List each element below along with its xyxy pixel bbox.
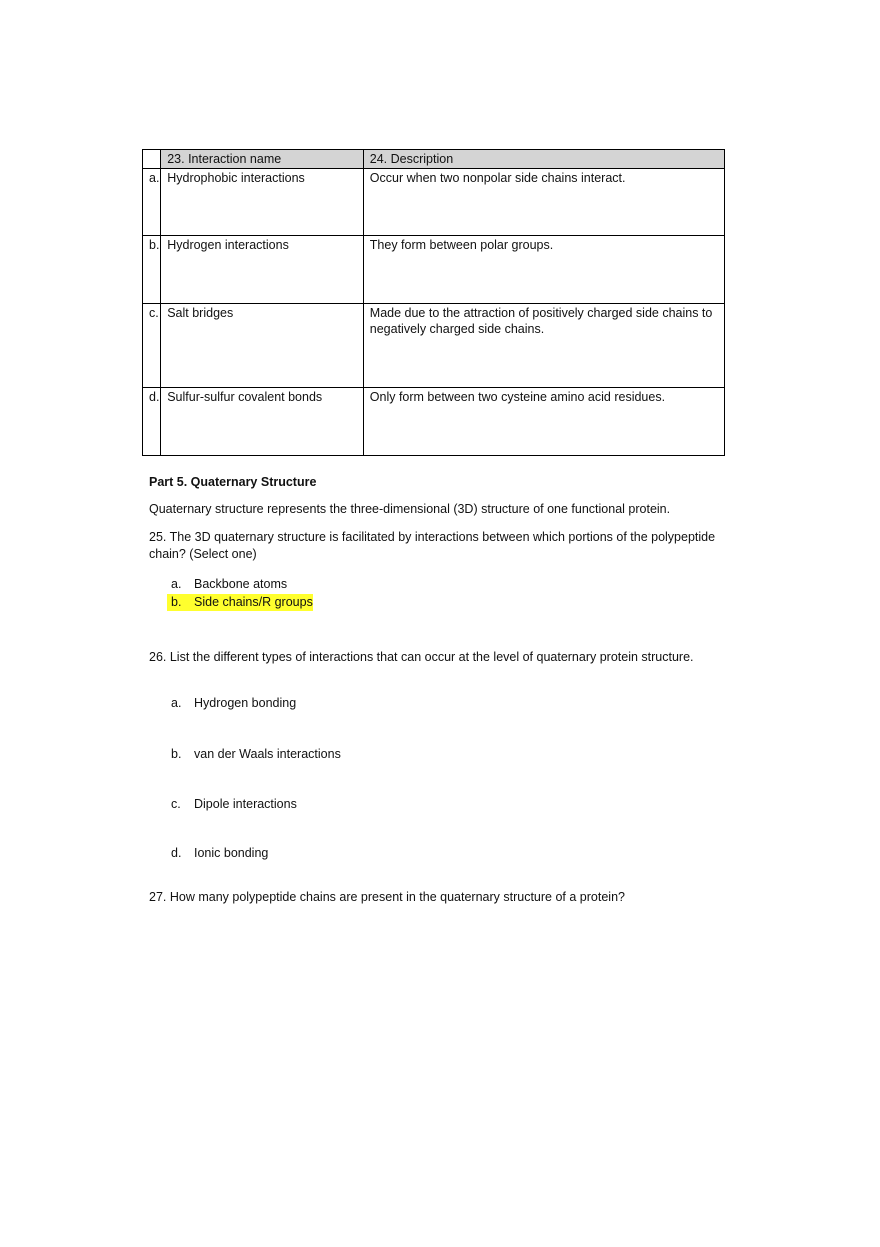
row-interaction-name: Sulfur-sulfur covalent bonds bbox=[161, 388, 364, 456]
part5-intro: Quaternary structure represents the three-dimensional (3D) structure of one functional protein. bbox=[149, 502, 671, 516]
table-row bbox=[143, 236, 725, 304]
row-description: Occur when two nonpolar side chains interact. bbox=[363, 169, 724, 236]
table-row bbox=[143, 388, 725, 456]
answer-letter: c. bbox=[171, 797, 181, 811]
table-header-interaction-name: 23. Interaction name bbox=[161, 150, 364, 169]
row-interaction-name: Hydrogen interactions bbox=[161, 236, 364, 304]
answer-letter: b. bbox=[171, 747, 182, 761]
row-interaction-name: Hydrophobic interactions bbox=[161, 169, 364, 236]
row-letter: d. bbox=[143, 388, 161, 456]
option-letter: a. bbox=[171, 577, 182, 591]
option-letter: b. bbox=[167, 594, 194, 611]
option-text-highlighted: Side chains/R groups bbox=[194, 595, 313, 609]
answer-text: Dipole interactions bbox=[194, 797, 297, 811]
answer-text: Hydrogen bonding bbox=[194, 696, 297, 710]
q25-question: 25. The 3D quaternary structure is facilitated by interactions between which portions of the polypeptide chain? (Select one) bbox=[149, 530, 716, 561]
part5-heading: Part 5. Quaternary Structure bbox=[149, 475, 317, 489]
table-header-blank bbox=[143, 150, 161, 169]
answer-text: Ionic bonding bbox=[194, 846, 269, 860]
row-letter: b. bbox=[143, 236, 161, 304]
table-row bbox=[143, 169, 725, 236]
row-description: Only form between two cysteine amino acid residues. bbox=[363, 388, 724, 456]
row-interaction-name: Salt bridges bbox=[161, 304, 364, 388]
row-description: Made due to the attraction of positively charged side chains to negatively charged side chains. bbox=[363, 304, 724, 388]
table-header-description: 24. Description bbox=[363, 150, 724, 169]
interactions-table bbox=[142, 149, 725, 456]
table-row bbox=[143, 304, 725, 388]
row-description: They form between polar groups. bbox=[363, 236, 724, 304]
answer-letter: d. bbox=[171, 846, 182, 860]
q27-question: 27. How many polypeptide chains are present in the quaternary structure of a protein? bbox=[149, 890, 625, 904]
answer-letter: a. bbox=[171, 696, 182, 710]
table-header-row bbox=[143, 150, 725, 169]
answer-text: van der Waals interactions bbox=[194, 747, 341, 761]
option-text: Backbone atoms bbox=[194, 577, 288, 591]
row-letter: c. bbox=[143, 304, 161, 388]
q26-question: 26. List the different types of interactions that can occur at the level of quaternary protein structure. bbox=[149, 650, 694, 664]
row-letter: a. bbox=[143, 169, 161, 236]
